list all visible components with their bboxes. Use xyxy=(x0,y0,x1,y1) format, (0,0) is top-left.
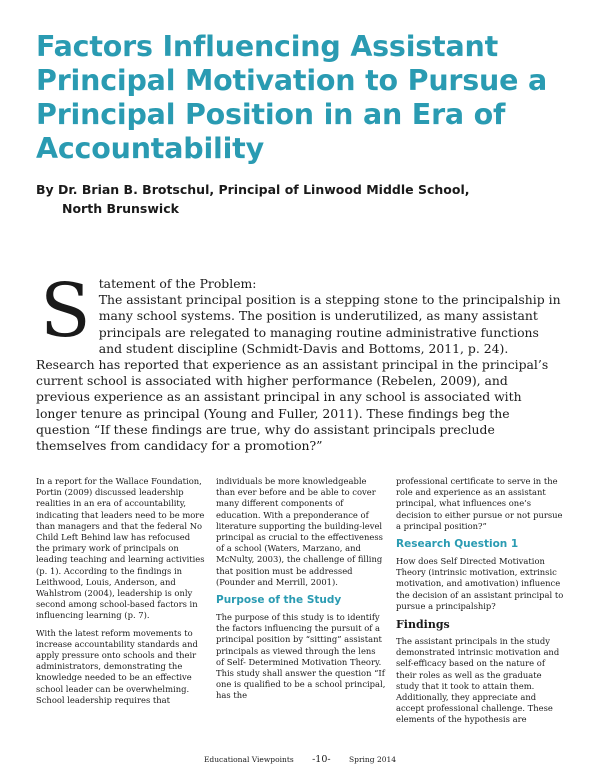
column-2 xyxy=(216,476,386,708)
problem-statement xyxy=(36,268,564,454)
column-3 xyxy=(396,476,566,732)
byline-line-1: By Dr. Brian B. Brotschul, Principal of Linwood Middle School, xyxy=(36,182,470,197)
column-3-paragraph-2: How does Self Directed Motivation Theory (intrinsic motivation, extrinsic motivation, and amotivation) influence the decision of an assistant principal to pursue a principalship? xyxy=(396,556,564,611)
problem-statement-heading: tatement of the Problem: xyxy=(98,276,257,291)
findings-heading: Findings xyxy=(396,618,450,632)
column-1-paragraph-1: In a report for the Wallace Foundation, Portin (2009) discussed leadership realities in an era of accountability, indicating that leaders need to be more than managers and that the federal No Child Left Behind law has refocused the primary work of principals on leading teaching and learning activities (p. 1). According to the findings in Leithwood, Louis, Anderson, and Wahlstrom (2004), leadership is only second among school-based factors in influencing learning (p. 7). xyxy=(36,476,205,621)
drop-cap: S xyxy=(40,268,91,354)
article-title: Factors Influencing Assistant Principal Motivation to Pursue a Principal Position in an Era of Accountability xyxy=(36,30,548,165)
column-2-paragraph-1: individuals be more knowledgeable than ever before and be able to cover many different components of education. With a preponderance of literature supporting the building-level principal as crucial to the effectiveness of a school (Waters, Marzano, and McNulty, 2003), the challenge of filling that position must be addressed (Pounder and Merrill, 2001). xyxy=(216,476,383,587)
footer-publication: Educational Viewpoints xyxy=(203,755,294,764)
footer-issue: Spring 2014 xyxy=(349,755,397,764)
research-question-heading: Research Question 1 xyxy=(396,538,519,551)
byline-line-2: North Brunswick xyxy=(62,201,179,216)
problem-statement-body: The assistant principal position is a stepping stone to the principalship in many school systems. The position is underutilized, as many assistant principals are relegated to managing routine administrative functions and student discipline (Schmidt-Davis and Bottoms, 2011, p. 24). Research has reported that experience as an assistant principal in the principal’s current school is associated with higher performance (Rebelen, 2009), and previous experience as an assistant principal in any school is associated with longer tenure as principal (Young and Fuller, 2011). These findings beg the question “If these findings are true, why do assistant principals preclude themselves from candidacy for a promotion?” xyxy=(36,292,561,454)
page-footer xyxy=(0,754,600,765)
column-1-paragraph-2: With the latest reform movements to increase accountability standards and apply pressure onto schools and their administrators, demonstrating the knowledge needed to be an effective school leader can be overwhelming. School leadership requires that xyxy=(36,627,198,705)
column-2-paragraph-2: The purpose of this study is to identify the factors influencing the pursuit of a principal position by “sitting” assistant principals as viewed through the lens of Self- Determined Motivation Theory. This study shall answer the question “If one is qualified to be a school principal, has the xyxy=(216,612,386,701)
article-byline xyxy=(36,180,576,218)
column-3-paragraph-1: professional certificate to serve in the role and experience as an assistant principal, what influences one’s decision to either pursue or not pursue a principal position?” xyxy=(396,476,563,531)
column-3-paragraph-3: The assistant principals in the study demonstrated intrinsic motivation and self-efficacy based on the nature of their roles as well as the graduate study that it took to attain them. Additionally, they appreciate and accept professional challenge. These elements of the hypothesis are xyxy=(396,636,560,725)
footer-page-number: -10- xyxy=(312,754,331,765)
column-1 xyxy=(36,476,206,712)
purpose-heading: Purpose of the Study xyxy=(216,594,342,607)
